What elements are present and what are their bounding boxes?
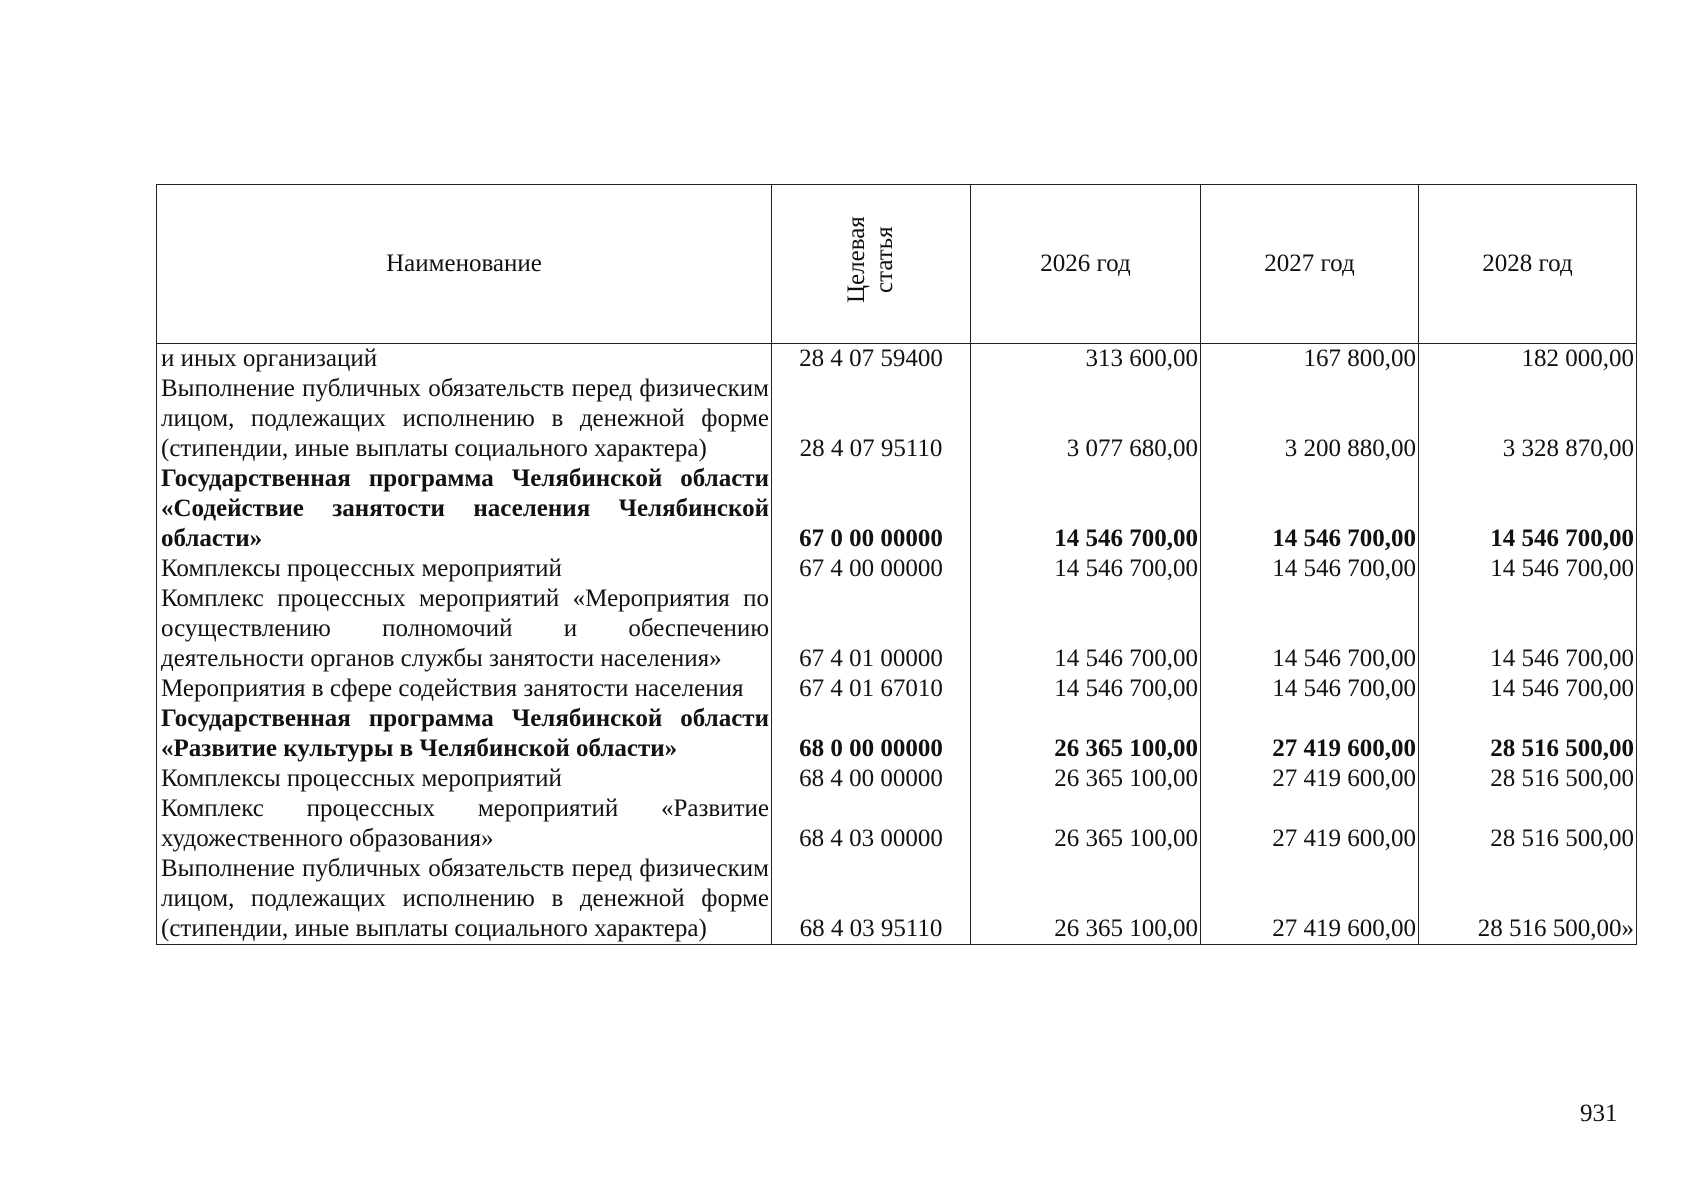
row-code: 67 0 00 00000: [772, 464, 971, 554]
row-code: 67 4 01 67010: [772, 674, 971, 704]
row-value-2026: 14 546 700,00: [971, 584, 1201, 674]
row-name: Государственная программа Челябинской области «Развитие культуры в Челябинской области»: [157, 704, 772, 764]
row-name: Государственная программа Челябинской области «Содействие занятости населения Челябинской области»: [157, 464, 772, 554]
table-header: [157, 185, 1637, 344]
row-value-2028: 14 546 700,00: [1419, 674, 1637, 704]
row-value-2026: 313 600,00: [971, 344, 1201, 375]
row-value-2027: 14 546 700,00: [1201, 674, 1419, 704]
row-value-2027: 27 419 600,00: [1201, 794, 1419, 854]
row-code: 68 4 00 00000: [772, 764, 971, 794]
table-body: [157, 344, 1637, 945]
table-row: [157, 764, 1637, 794]
table-row: [157, 794, 1637, 854]
row-name: Комплекс процессных мероприятий «Развитие художественного образования»: [157, 794, 772, 854]
budget-table: [156, 184, 1637, 945]
header-2027: 2027 год: [1201, 185, 1419, 344]
table-row: [157, 854, 1637, 945]
row-value-2026: 3 077 680,00: [971, 374, 1201, 464]
row-code: 68 4 03 00000: [772, 794, 971, 854]
row-name: Комплекс процессных мероприятий «Мероприятия по осуществлению полномочий и обеспечению деятельности органов службы занятости населения»: [157, 584, 772, 674]
row-value-2027: 3 200 880,00: [1201, 374, 1419, 464]
header-2028: 2028 год: [1419, 185, 1637, 344]
row-name: и иных организаций: [157, 344, 772, 375]
row-value-2027: 167 800,00: [1201, 344, 1419, 375]
row-value-2028: 3 328 870,00: [1419, 374, 1637, 464]
table-row: [157, 344, 1637, 375]
row-value-2026: 14 546 700,00: [971, 554, 1201, 584]
page-number: 931: [1580, 1100, 1618, 1127]
header-name: Наименование: [157, 185, 772, 344]
row-value-2028: 28 516 500,00»: [1419, 854, 1637, 945]
table-row: [157, 554, 1637, 584]
row-code: 28 4 07 95110: [772, 374, 971, 464]
row-value-2026: 26 365 100,00: [971, 704, 1201, 764]
row-value-2028: 14 546 700,00: [1419, 554, 1637, 584]
header-code-label: Целевая статья: [843, 216, 898, 304]
row-code: 67 4 00 00000: [772, 554, 971, 584]
row-value-2026: 26 365 100,00: [971, 794, 1201, 854]
row-value-2027: 14 546 700,00: [1201, 554, 1419, 584]
row-code: 68 4 03 95110: [772, 854, 971, 945]
row-value-2026: 26 365 100,00: [971, 764, 1201, 794]
row-name: Мероприятия в сфере содействия занятости населения: [157, 674, 772, 704]
row-value-2028: 14 546 700,00: [1419, 584, 1637, 674]
row-value-2026: 14 546 700,00: [971, 674, 1201, 704]
row-value-2028: 28 516 500,00: [1419, 704, 1637, 764]
header-code: [772, 185, 971, 344]
table-row: [157, 584, 1637, 674]
row-value-2026: 14 546 700,00: [971, 464, 1201, 554]
row-code: 67 4 01 00000: [772, 584, 971, 674]
row-code: 68 0 00 00000: [772, 704, 971, 764]
table-row-program: [157, 704, 1637, 764]
table-row: [157, 674, 1637, 704]
row-value-2027: 14 546 700,00: [1201, 464, 1419, 554]
row-name: Комплексы процессных мероприятий: [157, 764, 772, 794]
row-name: Выполнение публичных обязательств перед физическим лицом, подлежащих исполнению в денежной форме (стипендии, иные выплаты социального характера): [157, 854, 772, 945]
row-value-2028: 14 546 700,00: [1419, 464, 1637, 554]
row-name: Комплексы процессных мероприятий: [157, 554, 772, 584]
row-code: 28 4 07 59400: [772, 344, 971, 375]
row-value-2027: 27 419 600,00: [1201, 704, 1419, 764]
table-row: [157, 374, 1637, 464]
row-value-2027: 27 419 600,00: [1201, 854, 1419, 945]
row-value-2027: 14 546 700,00: [1201, 584, 1419, 674]
row-value-2028: 28 516 500,00: [1419, 794, 1637, 854]
table-row-program: [157, 464, 1637, 554]
row-value-2028: 28 516 500,00: [1419, 764, 1637, 794]
row-value-2027: 27 419 600,00: [1201, 764, 1419, 794]
row-name: Выполнение публичных обязательств перед физическим лицом, подлежащих исполнению в денежной форме (стипендии, иные выплаты социального характера): [157, 374, 772, 464]
row-value-2026: 26 365 100,00: [971, 854, 1201, 945]
header-2026: 2026 год: [971, 185, 1201, 344]
row-value-2028: 182 000,00: [1419, 344, 1637, 375]
